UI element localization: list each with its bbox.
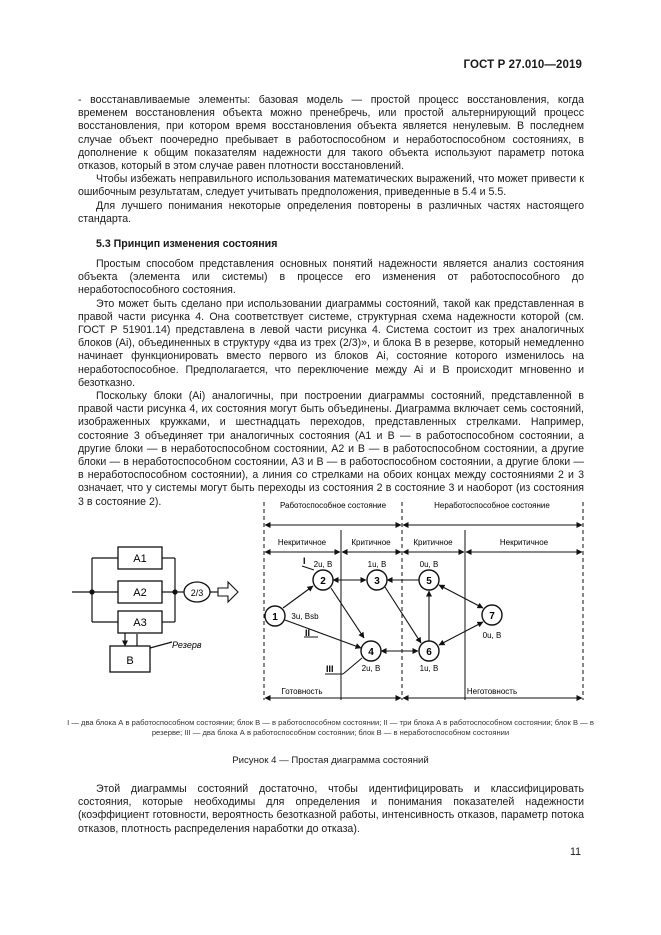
vote-node [184, 582, 210, 602]
paragraph: Чтобы избежать неправильного использования математических выражений, что может привести к ошибочным результатам, следует учитывать предположения, приведенные в 5.4 и 5.5. [78, 173, 584, 199]
column-noncritical-1: Некритичное [277, 538, 327, 547]
transition-3-6 [385, 587, 421, 643]
group-availability-label: Готовность [281, 687, 323, 696]
column-noncritical-2: Некритичное [499, 538, 549, 547]
marker-ii: II [305, 628, 311, 638]
paragraph: - восстанавливаемые элементы: базовая модель — простой процесс восстановления, когда временем восстановления объекта можно пренебречь, или простой альтернирующий процесс восстановления, при котором время восстановления объекта является ненулевым. В последнем случае объект поочередно пребывает в работоспособном и неработоспособном состояниях, в дополнение к общим показателям надежности для такого объекта используют параметр потока отказов, который в этом случае равен плотности восстановлений. [78, 94, 584, 173]
state-5-id: 5 [426, 576, 432, 587]
state-2-id: 2 [320, 576, 326, 587]
group-unavailability-label: Неготовность [466, 687, 518, 696]
state-2 [313, 560, 333, 590]
state-1-id: 1 [272, 612, 278, 623]
state-2-label: 2u, B [313, 560, 333, 569]
reserve-block-label: B [126, 655, 134, 667]
state-3-label: 1u, B [367, 560, 387, 569]
group-inoperable-label: Неработоспособное состояние [434, 501, 550, 510]
state-5 [419, 560, 439, 590]
state-4-label: 2u, B [361, 664, 381, 673]
section-heading: 5.3 Принцип изменения состояния [96, 238, 278, 250]
state-5-label: 0u, B [419, 560, 439, 569]
column-critical-2: Критичное [413, 538, 453, 547]
transition-1-2 [283, 586, 313, 608]
group-operable-label: Работоспособное состояние [279, 501, 387, 510]
paragraph: Поскольку блоки (Ai) аналогичны, при построении диаграммы состояний, представленной в правой части рисунка 4, их состояния могут быть объединены. Диаграмма включает семь состояний, изображенных кружками, и шестнадцать переходов, представленных стрелками. Например, состояние 3 объединяет три аналогичных состояния (A1 и В — в работоспособном состоянии, а другие блоки — в неработоспособном состоянии, A2 и В — в работоспособном состоянии, а другие блоки — в неработоспособном состоянии, A3 и В — в работоспособном состоянии, а другие блоки — в неработоспособном состоянии), а линия со стрелками на обоих концах между состояниями 2 и 3 означает, что у системы могут быть переходы из состояния 2 в состояние 3 и наоборот (из состояния 3 в состояние 2). [78, 390, 584, 508]
reserve-label: Резерв [172, 640, 202, 650]
marker-i: I [303, 556, 306, 566]
block-a3 [118, 611, 162, 633]
reserve-block [110, 640, 202, 672]
figure-caption: Рисунок 4 — Простая диаграмма состояний [232, 755, 429, 766]
state-3-id: 3 [374, 576, 380, 587]
paragraph: Этой диаграммы состояний достаточно, чтобы идентифицировать и классифицировать состояния, которые необходимы для определения и понимания показателей надежности (коэффициент готовности, вероятность безотказной работы, интенсивность отказов, параметр потока отказов, плотность распределения наработки до отказа). [78, 783, 584, 835]
marker-iii: III [326, 664, 334, 674]
state-6-id: 6 [426, 647, 432, 658]
hollow-arrow-icon [218, 582, 238, 602]
transition-2-6 [331, 588, 364, 638]
block-a2 [118, 581, 162, 603]
state-3 [367, 560, 387, 590]
block-a3-label: A3 [133, 617, 147, 629]
state-4-id: 4 [368, 647, 374, 658]
column-critical-1: Критичное [351, 538, 391, 547]
state-4 [361, 641, 381, 673]
transition-1-4 [285, 620, 361, 648]
transition-6-7 [439, 622, 483, 645]
document-code-header: ГОСТ Р 27.010—2019 [463, 59, 582, 71]
transition-5-7 [439, 585, 483, 608]
block-a2-label: A2 [133, 587, 147, 599]
page-number: 11 [570, 846, 581, 858]
closing-text-block [78, 783, 584, 836]
block-a1-label: A1 [133, 553, 147, 565]
paragraph: Для лучшего понимания некоторые определения повторены в различных частях настоящего стандарта. [78, 199, 584, 225]
vote-label: 2/3 [190, 588, 204, 598]
paragraph: Простым способом представления основных понятий надежности является анализ состояния объекта (элемента или системы) в процессе его изменения от работоспособного до неработоспособного состояния. [78, 258, 584, 297]
state-7 [482, 605, 502, 640]
state-7-id: 7 [489, 611, 495, 622]
block-a1 [118, 547, 162, 569]
state-7-label: 0u, B [482, 631, 502, 640]
state-6 [419, 641, 439, 673]
state-1-label: 3u, Bsb [291, 612, 319, 621]
state-6-label: 1u, B [419, 664, 439, 673]
paragraph: Это может быть сделано при использовании диаграммы состояний, такой как представленная в правой части рисунка 4. Она соответствует системе, структурная схема надежности которой (см. ГОСТ Р 51901.14) представлена в левой части рисунка 4. Система состоит из трех аналогичных блоков (Ai), объединенных в структуру «два из трех (2/3)», и блока В в резерве, который немедленно начинает функционировать вместо первого из блоков Ai, состояние которого изменилось на неработоспособное. Предполагается, что переключение между Ai и B происходит мгновенно и безотказно. [78, 297, 584, 389]
figure-notes: I — два блока А в работоспособном состоянии; блок В — в работоспособном состоянии; II — три блока А в работоспособном состоянии; блок В — в резерве; III — два блока А в работоспособном состоянии; блок В — в неработоспособном состоянии [67, 718, 594, 738]
